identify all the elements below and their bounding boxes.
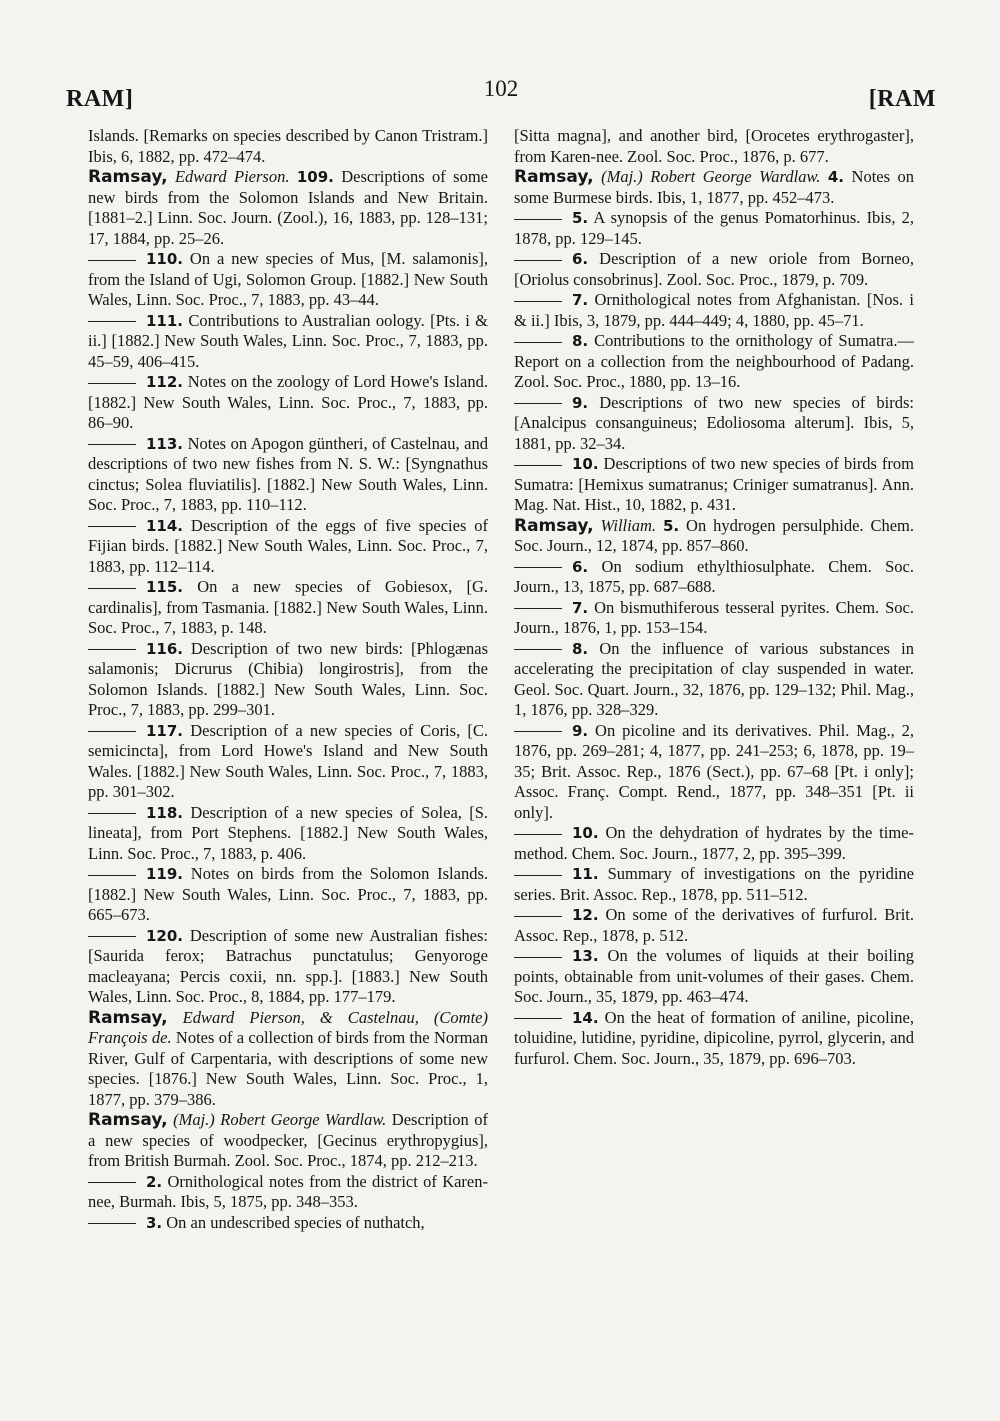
entry-number: 116. bbox=[146, 639, 184, 658]
entry-number: 12. bbox=[572, 906, 599, 924]
author-surname: Ramsay, bbox=[88, 167, 168, 187]
author-given-name: (Maj.) Robert George Wardlaw. bbox=[601, 167, 821, 186]
entry-text: Contributions to the ornithology of Sumatra.—Report on a collection from the neighbourhood of Padang. Zool. Soc. Proc., 1880, pp. 13–16. bbox=[514, 331, 915, 391]
ditto-dash bbox=[514, 219, 562, 220]
ditto-dash bbox=[88, 731, 136, 732]
bibliography-entry bbox=[88, 434, 488, 516]
bibliography-entry bbox=[88, 372, 488, 434]
entry-number: 14. bbox=[572, 1008, 599, 1027]
entry-number: 114. bbox=[146, 516, 184, 535]
entry-number: 120. bbox=[146, 926, 184, 945]
entry-text: On picoline and its derivatives. Phil. Mag., 2, 1876, pp. 269–281; 4, 1877, pp. 241–253; 6, 1878, pp. 19–35; Brit. Assoc. Rep., 1876 (Sect.), pp. 67–68 [Pt. i only]; Assoc. Franç. Compt. Rend., 1877, pp. 348–351 [Pt. ii only]. bbox=[514, 720, 915, 822]
ditto-dash bbox=[88, 875, 136, 876]
entry-number: 2. bbox=[146, 1172, 163, 1191]
bibliography-entry bbox=[88, 249, 488, 311]
author-surname: Ramsay, bbox=[514, 167, 594, 187]
author-given-name: Edward Pierson. bbox=[174, 167, 290, 186]
bibliography-entry bbox=[88, 1213, 488, 1234]
bibliography-entry bbox=[88, 126, 488, 167]
bibliography-entry bbox=[88, 639, 488, 721]
entry-number: 110. bbox=[146, 250, 184, 268]
bibliography-entry bbox=[514, 905, 914, 946]
ditto-dash bbox=[88, 1223, 136, 1224]
entry-text: Description of a new species of Solea, [S. lineata], from Port Stephens. [1882.] New South Wales, Linn. Soc. Proc., 7, 1883, p. 406. bbox=[88, 802, 488, 863]
bibliography-entry bbox=[88, 721, 488, 803]
entry-number: 6. bbox=[572, 250, 589, 268]
ditto-dash bbox=[88, 383, 136, 384]
bibliography-entry bbox=[514, 1008, 914, 1070]
left-column bbox=[88, 126, 488, 1233]
entry-text: Notes on the zoology of Lord Howe's Island. [1882.] New South Wales, Linn. Soc. Proc., 7, 1883, pp. 86–90. bbox=[88, 372, 488, 432]
bibliography-entry bbox=[514, 721, 914, 824]
bibliography-entry bbox=[88, 864, 488, 926]
entry-text: Descriptions of some new birds from the Solomon Islands and New Britain. [1881–2.] Linn. Soc. Journ. (Zool.), 16, 1883, pp. 128–131; 17, 1884, pp. 25–26. bbox=[88, 167, 488, 248]
entry-number: 112. bbox=[146, 373, 184, 391]
page-header bbox=[66, 76, 936, 116]
ditto-dash bbox=[88, 649, 136, 650]
ditto-dash bbox=[88, 1182, 136, 1183]
ditto-dash bbox=[88, 321, 136, 322]
bibliography-entry bbox=[88, 167, 488, 249]
ditto-dash bbox=[88, 526, 136, 527]
bibliography-entry bbox=[514, 167, 914, 208]
running-head-right: [RAM bbox=[868, 86, 936, 112]
entry-number: 113. bbox=[146, 434, 184, 453]
entry-text: Notes of a collection of birds from the Norman River, Gulf of Carpentaria, with descriptions of some new species. [1876.] New South Wales, Linn. Soc. Proc., 1, 1877, pp. 379–386. bbox=[88, 1028, 489, 1109]
bibliography-entry bbox=[514, 126, 914, 167]
entry-number: 9. bbox=[572, 393, 589, 412]
entry-text: Description of some new Australian fishes: [Saurida ferox; Batrachus punctatulus; Genyoroge macleayana; Percis coxii, nn. spp.]. [1883.] New South Wales, Linn. Soc. Proc., 8, 1884, pp. 177–179. bbox=[88, 925, 488, 1006]
entry-number: 3. bbox=[146, 1213, 163, 1232]
bibliography-entry bbox=[514, 823, 914, 864]
ditto-dash bbox=[88, 588, 136, 589]
entry-number: 5. bbox=[572, 209, 589, 227]
ditto-dash bbox=[514, 567, 562, 568]
entry-text: Description of a new species of woodpecker, [Gecinus erythropygius], from British Burmah. Zool. Soc. Proc., 1874, pp. 212–213. bbox=[88, 1110, 489, 1170]
entry-text: On bismuthiferous tesseral pyrites. Chem. Soc. Journ., 1876, 1, pp. 153–154. bbox=[514, 597, 914, 637]
bibliography-entry bbox=[88, 1008, 488, 1111]
ditto-dash bbox=[514, 916, 562, 917]
ditto-dash bbox=[514, 649, 562, 650]
bibliography-entry bbox=[514, 946, 914, 1008]
bibliography-entry bbox=[514, 249, 914, 290]
entry-text: Ornithological notes from Afghanistan. [Nos. i & ii.] Ibis, 3, 1879, pp. 444–449; 4, 1880, pp. 45–71. bbox=[514, 290, 914, 330]
entry-text: Description of two new birds: [Phlogænas salamonis; Dicrurus (Chibia) longirostris], from the Solomon Islands. [1882.] New South Wales, Linn. Soc. Proc., 7, 1883, pp. 299–301. bbox=[88, 638, 488, 719]
entry-text: Summary of investigations on the pyridine series. Brit. Assoc. Rep., 1878, pp. 511–512. bbox=[514, 864, 915, 904]
bibliography-entry bbox=[88, 1110, 488, 1172]
entry-number: 111. bbox=[146, 311, 184, 330]
entry-text: Notes on birds from the Solomon Islands. [1882.] New South Wales, Linn. Soc. Proc., 7, 1883, pp. 665–673. bbox=[88, 864, 488, 924]
entry-number: 117. bbox=[146, 721, 184, 740]
bibliography-entry bbox=[514, 393, 914, 455]
entry-text: Descriptions of two new species of birds: [Analcipus consanguineus; Edoliosoma alterum]. Ibis, 5, 1881, pp. 32–34. bbox=[514, 392, 914, 453]
author-given-name: Edward Pierson, & Castelnau, (Comte) François de. bbox=[88, 1007, 488, 1047]
entry-text: On sodium ethylthiosulphate. Chem. Soc. Journ., 13, 1875, pp. 687–688. bbox=[514, 556, 914, 596]
entry-text: [Sitta magna], and another bird, [Orocetes erythrogaster], from Karen-nee. Zool. Soc. Proc., 1876, p. 677. bbox=[514, 126, 914, 166]
author-surname: Ramsay, bbox=[88, 1007, 168, 1028]
entry-text: On the volumes of liquids at their boiling points, obtainable from unit-volumes of their gases. Chem. Soc. Journ., 35, 1879, pp. 463–474. bbox=[514, 946, 914, 1006]
ditto-dash bbox=[88, 813, 136, 814]
entry-number: 7. bbox=[572, 291, 589, 309]
bibliography-entry bbox=[514, 290, 914, 331]
entry-text: Description of a new species of Coris, [C. semicincta], from Lord Howe's Island and New South Wales. [1882.] New South Wales, Linn. Soc. Proc., 7, 1883, pp. 301–302. bbox=[88, 720, 489, 801]
entry-number: 10. bbox=[572, 824, 599, 842]
entry-number: 119. bbox=[146, 865, 184, 883]
author-given-name: William. bbox=[600, 515, 656, 535]
entry-number: 118. bbox=[146, 803, 184, 822]
entry-number: 9. bbox=[572, 721, 589, 740]
entry-text: Descriptions of two new species of birds from Sumatra: [Hemixus sumatranus; Criniger sumatranus]. Ann. Mag. Nat. Hist., 10, 1882, p. 431. bbox=[514, 454, 914, 514]
entry-number: 6. bbox=[572, 557, 589, 576]
entry-number: 10. bbox=[572, 455, 599, 473]
entry-number: 8. bbox=[572, 639, 589, 658]
ditto-dash bbox=[514, 1018, 562, 1019]
entry-text: Notes on Apogon güntheri, of Castelnau, and descriptions of two new fishes from N. S. W.: [Syngnathus cinctus; Solea fluviatilis]. [1882.] New South Wales, Linn. Soc. Proc., 7, 1883, pp. 110–112. bbox=[88, 433, 489, 514]
entry-text: On an undescribed species of nuthatch, bbox=[166, 1212, 425, 1232]
ditto-dash bbox=[514, 342, 562, 343]
bibliography-entry bbox=[514, 598, 914, 639]
ditto-dash bbox=[88, 260, 136, 261]
page-number: 102 bbox=[483, 76, 519, 101]
author-given-name: (Maj.) Robert George Wardlaw. bbox=[173, 1110, 387, 1129]
bibliography-entry bbox=[514, 557, 914, 598]
entry-number: 7. bbox=[572, 598, 589, 617]
ditto-dash bbox=[514, 608, 562, 609]
entry-text: Islands. [Remarks on species described by Canon Tristram.] Ibis, 6, 1882, pp. 472–474. bbox=[88, 126, 488, 166]
bibliography-entry bbox=[514, 639, 914, 721]
running-head-left: RAM] bbox=[66, 86, 134, 112]
bibliography-entry bbox=[514, 454, 914, 516]
ditto-dash bbox=[514, 260, 562, 261]
entry-text: On the dehydration of hydrates by the time-method. Chem. Soc. Journ., 1877, 2, pp. 395–399. bbox=[514, 823, 914, 863]
ditto-dash bbox=[514, 957, 562, 958]
bibliography-entry bbox=[88, 577, 488, 639]
bibliography-entry bbox=[514, 208, 914, 249]
entry-text: A synopsis of the genus Pomatorhinus. Ibis, 2, 1878, pp. 129–145. bbox=[514, 208, 915, 248]
ditto-dash bbox=[514, 465, 562, 466]
entry-text: Description of the eggs of five species of Fijian birds. [1882.] New South Wales, Linn. Soc. Proc., 7, 1883, pp. 112–114. bbox=[88, 515, 489, 576]
entry-number: 4. bbox=[827, 168, 845, 186]
bibliography-entry bbox=[514, 864, 914, 905]
bibliography-entry bbox=[88, 311, 488, 373]
ditto-dash bbox=[514, 731, 562, 732]
entry-text: Notes on some Burmese birds. Ibis, 1, 1877, pp. 452–473. bbox=[514, 167, 915, 207]
entry-text: On the heat of formation of aniline, picoline, toluidine, lutidine, pyridine, dipicoline, pyrrol, glycerin, and furfurol. Chem. Soc. Journ., 35, 1879, pp. 696–703. bbox=[514, 1007, 914, 1068]
entry-text: On a new species of Mus, [M. salamonis], from the Island of Ugi, Solomon Group. [1882.] New South Wales, Linn. Soc. Proc., 7, 1883, pp. 43–44. bbox=[88, 249, 488, 309]
entry-number: 5. bbox=[662, 516, 680, 535]
author-surname: Ramsay, bbox=[88, 1110, 168, 1130]
ditto-dash bbox=[514, 403, 562, 404]
entry-number: 109. bbox=[296, 168, 334, 186]
entry-number: 8. bbox=[572, 332, 589, 350]
entry-text: On some of the derivatives of furfurol. Brit. Assoc. Rep., 1878, p. 512. bbox=[514, 905, 915, 945]
ditto-dash bbox=[88, 936, 136, 937]
entry-number: 13. bbox=[572, 947, 599, 965]
author-surname: Ramsay, bbox=[514, 515, 594, 536]
ditto-dash bbox=[514, 834, 562, 835]
entry-text: On a new species of Gobiesox, [G. cardinalis], from Tasmania. [1882.] New South Wales, Linn. Soc. Proc., 7, 1883, p. 148. bbox=[88, 577, 489, 637]
entry-text: Ornithological notes from the district of Karen-nee, Burmah. Ibis, 5, 1875, pp. 348–353. bbox=[88, 1171, 488, 1211]
entry-text: Description of a new oriole from Borneo, [Oriolus consobrinus]. Zool. Soc. Proc., 1879, p. 709. bbox=[514, 249, 914, 289]
ditto-dash bbox=[514, 875, 562, 876]
bibliography-entry bbox=[88, 926, 488, 1008]
entry-number: 115. bbox=[146, 578, 184, 596]
right-column bbox=[514, 126, 914, 1069]
bibliography-entry bbox=[88, 1172, 488, 1213]
bibliography-entry bbox=[88, 803, 488, 865]
entry-text: Contributions to Australian oology. [Pts. i & ii.] [1882.] New South Wales, Linn. Soc. Proc., 7, 1883, pp. 45–59, 406–415. bbox=[88, 310, 488, 371]
entry-number: 11. bbox=[572, 865, 599, 883]
bibliography-entry bbox=[514, 331, 914, 393]
entry-text: On hydrogen persulphide. Chem. Soc. Journ., 12, 1874, pp. 857–860. bbox=[514, 515, 915, 555]
ditto-dash bbox=[514, 301, 562, 302]
ditto-dash bbox=[88, 444, 136, 445]
bibliography-entry bbox=[514, 516, 914, 557]
entry-text: On the influence of various substances in accelerating the precipitation of clay suspended in water. Geol. Soc. Quart. Journ., 32, 1876, pp. 129–132; Phil. Mag., 1, 1876, pp. 328–329. bbox=[514, 638, 914, 719]
bibliography-entry bbox=[88, 516, 488, 578]
